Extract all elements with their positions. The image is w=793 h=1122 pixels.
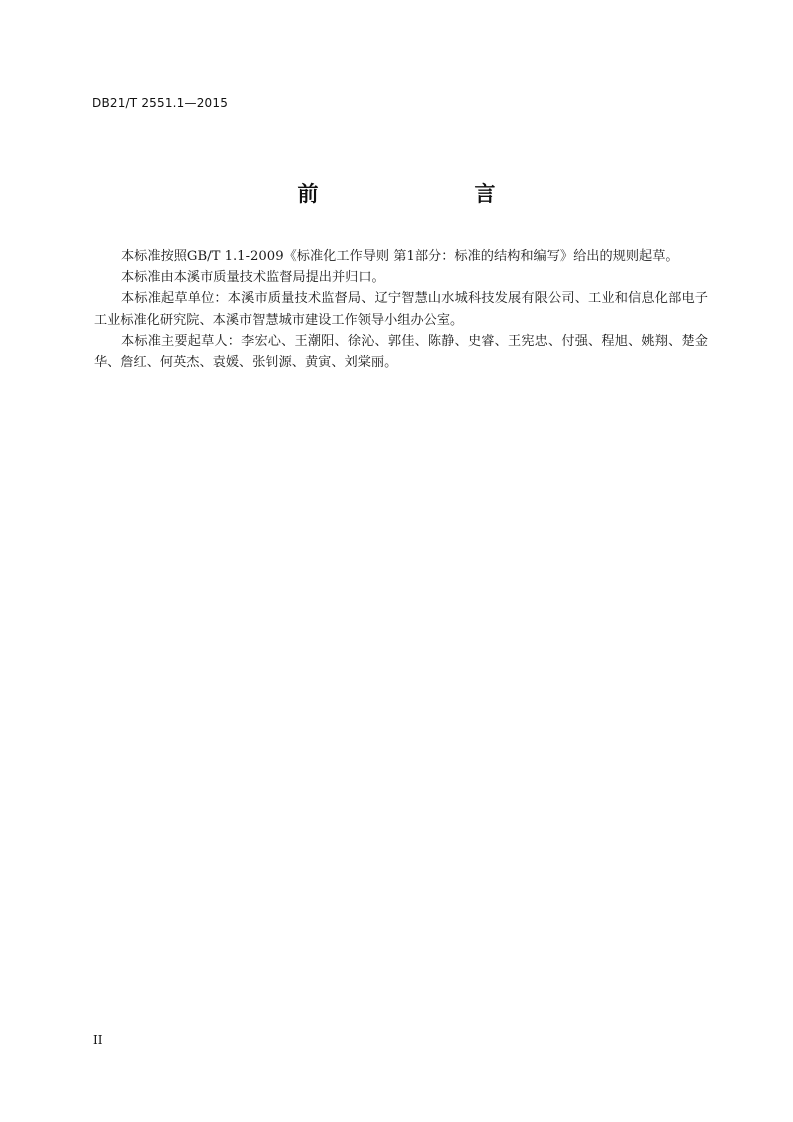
- paragraph-drafting-rules: 本标准按照GB/T 1.1-2009《标准化工作导则 第1部分：标准的结构和编写》给出的规则起草。: [121, 249, 679, 264]
- paragraph-main-drafters: 本标准主要起草人：李宏心、王潮阳、徐沁、郭佳、陈静、史睿、王宪忠、付强、程旭、姚翔、楚金华、詹红、何英杰、袁媛、张钊源、黄寅、刘棠丽。: [94, 333, 708, 371]
- paragraph-proposer: 本标准由本溪市质量技术监督局提出并归口。: [121, 270, 385, 286]
- foreword-title: 前 言: [297, 182, 534, 206]
- page-number: II: [93, 1033, 103, 1047]
- paragraph-drafting-units: 本标准起草单位：本溪市质量技术监督局、辽宁智慧山水城科技发展有限公司、工业和信息化部电子工业标准化研究院、本溪市智慧城市建设工作领导小组办公室。: [94, 291, 708, 328]
- standard-code-header: DB21/T 2551.1—2015: [92, 96, 229, 110]
- foreword-body: [94, 246, 708, 373]
